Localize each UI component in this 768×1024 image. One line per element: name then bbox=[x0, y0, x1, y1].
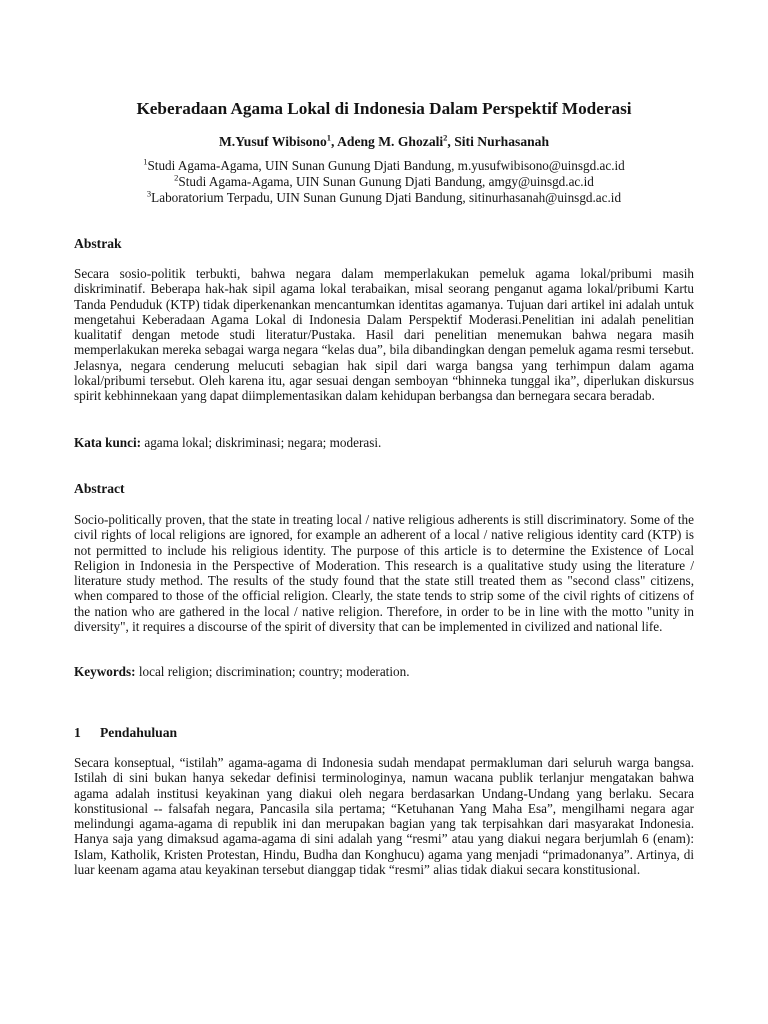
author-name: Adeng M. Ghozali bbox=[337, 134, 444, 149]
affiliation bbox=[0, 190, 768, 206]
keywords-text: agama lokal; diskriminasi; negara; moderasi. bbox=[141, 435, 382, 450]
affiliation-mark: 2 bbox=[174, 172, 179, 183]
section-heading bbox=[74, 724, 177, 741]
affiliation bbox=[0, 158, 768, 174]
author-mark: 2 bbox=[443, 132, 448, 143]
keywords-text: local religion; discrimination; country; moderation. bbox=[135, 664, 410, 679]
abstract-heading: Abstract bbox=[74, 481, 125, 496]
author-separator: , bbox=[331, 134, 338, 149]
abstrak-body: Secara sosio-politik terbukti, bahwa negara dalam memperlakukan pemeluk agama lokal/pribumi masih diskriminatif. Beberapa hak-hak sipil agama lokal terabaikan, misal seorang penganut agama lokal/pribumi Kartu Tanda Penduduk (KTP) tidak diperkenankan mencantumkan identitas agamanya. Tujuan dari artikel ini adalah untuk mengetahui Keberadaan Agama Lokal di Indonesia Dalam Perspektif Moderasi.Penelitian ini adalah penelitian kualitatif dengan metode studi literatur/Pustaka. Hasil dari penelitian menemukan bahwa negara masih memperlakukan mereka sebagai warga negara “kelas dua”, bila dibandingkan dengan pemeluk agama resmi tersebut. Jelasnya, negara cenderung melucuti sebagian hak sipil dari warga bangsa yang terhimpun dalam agama lokal/pribumi tersebut. Oleh karena itu, agar sesuai dengan semboyan “bhinneka tunggal ika”, diperlukan diskursus spirit kebhinnekaan yang dapat diimplementasikan dalam kehidupan berbangsa dan bernegara secara beradab. bbox=[74, 266, 694, 404]
abstrak-keywords bbox=[74, 435, 694, 451]
affiliation-text: Studi Agama-Agama, UIN Sunan Gunung Djati Bandung, m.yusufwibisono@uinsgd.ac.id bbox=[147, 158, 625, 173]
section-body: Secara konseptual, “istilah” agama-agama di Indonesia sudah mendapat permakluman dari seluruh warga bangsa. Istilah di sini bukan hanya sekedar definisi terminologinya, namun wacana publik terlanjur mengatakan bahwa agama adalah institusi keyakinan yang diakui oleh negara berdasarkan Undang-Undang yang berlaku. Secara konstitusional -- falsafah negara, Pancasila sila pertama; “Ketuhanan Yang Maha Esa”, mengilhami negara agar melindungi agama-agama di republik ini dan merupakan bagian yang tak terpisahkan dari masyarakat Indonesia. Hanya saja yang dimaksud agama-agama di sini adalah yang “resmi” atau yang diakui negara berjumlah 6 (enam): Islam, Katholik, Kristen Protestan, Hindu, Budha dan Konghucu) agama yang menjadi “primadonanya”. Artinya, di luar keenam agama atau keyakinan tersebut dianggap tidak “resmi” alias tidak diakui secara konstitusional. bbox=[74, 755, 694, 878]
author-list bbox=[0, 133, 768, 151]
abstrak-heading: Abstrak bbox=[74, 236, 122, 251]
abstract-body: Socio-politically proven, that the state in treating local / native religious adherents is still discriminatory. Some of the civil rights of local religions are ignored, for example an adherent of a local / native religious identity card (KTP) is not permitted to include his religious identity. The purpose of this article is to determine the Existence of Local Religion in Indonesia in the Perspective of Moderation. This research is a qualitative study using the literature / literature study method. The results of the study found that the state still treated them as "second class" citizens, when compared to those of the official religion. Clearly, the state tends to strip some of the civil rights of citizens of the nation who are gathered in the local / native religion. Therefore, in order to be in line with the motto "unity in diversity", it requires a discourse of the spirit of diversity that can be implemented in civilized and national life. bbox=[74, 512, 694, 635]
section-number: 1 bbox=[74, 725, 81, 740]
keywords-label: Kata kunci: bbox=[74, 435, 142, 450]
keywords-label: Keywords: bbox=[74, 664, 136, 679]
affiliation-list bbox=[0, 158, 768, 206]
affiliation-mark: 1 bbox=[143, 156, 148, 167]
affiliation-mark: 3 bbox=[146, 188, 152, 199]
author-name: M.Yusuf Wibisono bbox=[218, 134, 327, 149]
author-mark: 1 bbox=[326, 132, 332, 143]
paper-title: Keberadaan Agama Lokal di Indonesia Dalam Perspektif Moderasi bbox=[136, 99, 632, 118]
author-separator: , bbox=[447, 134, 455, 149]
section-title: Pendahuluan bbox=[100, 725, 178, 740]
author-name: Siti Nurhasanah bbox=[454, 134, 550, 149]
affiliation bbox=[0, 174, 768, 190]
affiliation-text: Laboratorium Terpadu, UIN Sunan Gunung Djati Bandung, sitinurhasanah@uinsgd.ac.id bbox=[151, 190, 622, 205]
abstract-keywords bbox=[74, 664, 694, 680]
affiliation-text: Studi Agama-Agama, UIN Sunan Gunung Djati Bandung, amgy@uinsgd.ac.id bbox=[178, 174, 594, 189]
